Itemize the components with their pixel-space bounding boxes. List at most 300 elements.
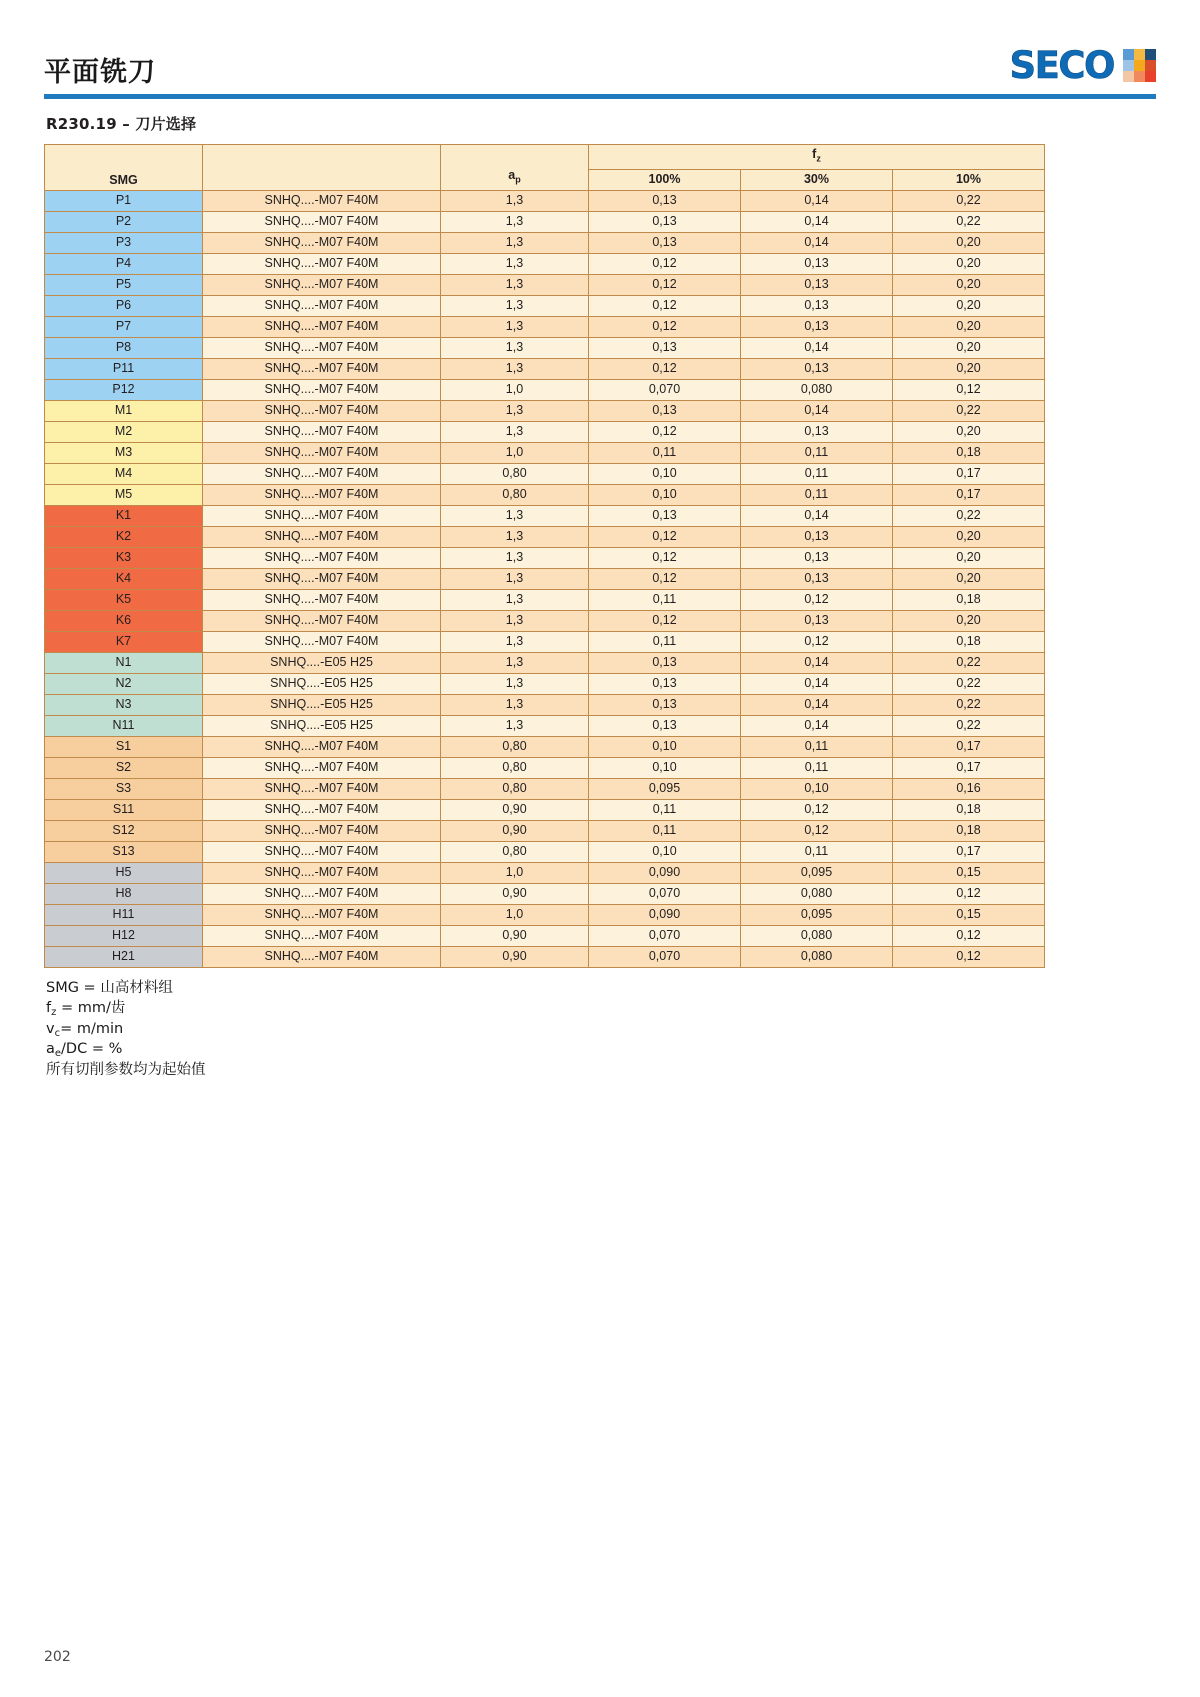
cell-insert: SNHQ....-E05 H25 bbox=[203, 673, 441, 694]
brand-swatch-4 bbox=[1123, 60, 1134, 71]
cell-fz-30: 0,14 bbox=[741, 190, 893, 211]
cell-fz-30: 0,14 bbox=[741, 337, 893, 358]
cell-insert: SNHQ....-M07 F40M bbox=[203, 211, 441, 232]
cell-smg: N3 bbox=[45, 694, 203, 715]
column-header-fz bbox=[589, 145, 1045, 170]
brand-swatch-9 bbox=[1145, 71, 1156, 82]
cell-fz-100: 0,12 bbox=[589, 610, 741, 631]
table-row bbox=[45, 736, 1045, 757]
cell-ap: 1,3 bbox=[441, 337, 589, 358]
cell-smg: K5 bbox=[45, 589, 203, 610]
table-row bbox=[45, 274, 1045, 295]
cell-insert: SNHQ....-M07 F40M bbox=[203, 379, 441, 400]
cell-insert: SNHQ....-M07 F40M bbox=[203, 442, 441, 463]
cell-fz-10: 0,12 bbox=[893, 946, 1045, 967]
cell-fz-10: 0,22 bbox=[893, 694, 1045, 715]
brand-swatch-6 bbox=[1145, 60, 1156, 71]
cell-ap: 1,3 bbox=[441, 715, 589, 736]
cell-fz-10: 0,22 bbox=[893, 400, 1045, 421]
cell-insert: SNHQ....-M07 F40M bbox=[203, 568, 441, 589]
cell-fz-10: 0,17 bbox=[893, 841, 1045, 862]
table-row bbox=[45, 379, 1045, 400]
cell-smg: P5 bbox=[45, 274, 203, 295]
note-last: 所有切削参数均为起始值 bbox=[46, 1061, 206, 1078]
cell-ap: 1,3 bbox=[441, 568, 589, 589]
cell-smg: M4 bbox=[45, 463, 203, 484]
table-row bbox=[45, 904, 1045, 925]
table-row bbox=[45, 883, 1045, 904]
cell-fz-10: 0,20 bbox=[893, 358, 1045, 379]
column-header-pct-100: 100% bbox=[589, 169, 741, 190]
cell-fz-100: 0,12 bbox=[589, 568, 741, 589]
cell-smg: P3 bbox=[45, 232, 203, 253]
table-row bbox=[45, 652, 1045, 673]
cell-fz-10: 0,12 bbox=[893, 925, 1045, 946]
cell-fz-100: 0,090 bbox=[589, 904, 741, 925]
cell-smg: K2 bbox=[45, 526, 203, 547]
table-row bbox=[45, 925, 1045, 946]
cell-fz-10: 0,22 bbox=[893, 652, 1045, 673]
table-body bbox=[45, 190, 1045, 967]
table-row bbox=[45, 715, 1045, 736]
table-row bbox=[45, 358, 1045, 379]
cell-fz-30: 0,13 bbox=[741, 547, 893, 568]
cell-insert: SNHQ....-M07 F40M bbox=[203, 400, 441, 421]
cell-fz-30: 0,14 bbox=[741, 505, 893, 526]
note-ae-sub: e bbox=[54, 1048, 62, 1060]
column-header-insert bbox=[203, 145, 441, 191]
cell-smg: P6 bbox=[45, 295, 203, 316]
table-row bbox=[45, 946, 1045, 967]
brand-swatch-2 bbox=[1134, 49, 1145, 60]
cell-smg: M2 bbox=[45, 421, 203, 442]
table-row bbox=[45, 190, 1045, 211]
cell-fz-30: 0,11 bbox=[741, 757, 893, 778]
cell-fz-30: 0,12 bbox=[741, 631, 893, 652]
cell-smg: P12 bbox=[45, 379, 203, 400]
cell-ap: 1,0 bbox=[441, 862, 589, 883]
cell-fz-10: 0,20 bbox=[893, 316, 1045, 337]
note-smg: SMG = 山高材料组 bbox=[46, 979, 173, 996]
cell-fz-100: 0,11 bbox=[589, 820, 741, 841]
cell-fz-10: 0,12 bbox=[893, 883, 1045, 904]
table-row bbox=[45, 841, 1045, 862]
brand-wordmark: SECO bbox=[1009, 44, 1114, 87]
cell-fz-100: 0,10 bbox=[589, 484, 741, 505]
brand-color-grid-icon bbox=[1123, 49, 1156, 82]
cell-fz-100: 0,12 bbox=[589, 526, 741, 547]
cell-fz-100: 0,13 bbox=[589, 652, 741, 673]
cell-ap: 0,90 bbox=[441, 820, 589, 841]
cell-smg: P11 bbox=[45, 358, 203, 379]
note-ae-rest: /DC = % bbox=[61, 1041, 123, 1058]
cell-smg: K1 bbox=[45, 505, 203, 526]
cell-ap: 0,80 bbox=[441, 484, 589, 505]
brand-swatch-7 bbox=[1123, 71, 1134, 82]
table-row bbox=[45, 673, 1045, 694]
cell-smg: P7 bbox=[45, 316, 203, 337]
cell-fz-30: 0,11 bbox=[741, 442, 893, 463]
cell-ap: 1,3 bbox=[441, 694, 589, 715]
cell-smg: P4 bbox=[45, 253, 203, 274]
cell-fz-10: 0,18 bbox=[893, 799, 1045, 820]
note-vc-sub: c bbox=[54, 1027, 61, 1039]
cell-smg: N2 bbox=[45, 673, 203, 694]
cell-fz-100: 0,13 bbox=[589, 190, 741, 211]
cell-fz-30: 0,080 bbox=[741, 379, 893, 400]
cell-fz-10: 0,17 bbox=[893, 463, 1045, 484]
cell-fz-100: 0,11 bbox=[589, 442, 741, 463]
cell-fz-100: 0,10 bbox=[589, 841, 741, 862]
cell-fz-30: 0,13 bbox=[741, 421, 893, 442]
cell-fz-10: 0,18 bbox=[893, 589, 1045, 610]
cell-ap: 1,3 bbox=[441, 589, 589, 610]
cell-fz-30: 0,13 bbox=[741, 295, 893, 316]
cell-smg: S11 bbox=[45, 799, 203, 820]
cell-fz-100: 0,10 bbox=[589, 463, 741, 484]
cell-fz-100: 0,11 bbox=[589, 631, 741, 652]
cell-insert: SNHQ....-M07 F40M bbox=[203, 484, 441, 505]
cell-fz-30: 0,14 bbox=[741, 652, 893, 673]
table-row bbox=[45, 610, 1045, 631]
cell-fz-100: 0,12 bbox=[589, 358, 741, 379]
fz-sub-label: z bbox=[816, 153, 821, 164]
cell-fz-30: 0,14 bbox=[741, 400, 893, 421]
cell-ap: 1,3 bbox=[441, 421, 589, 442]
cell-insert: SNHQ....-M07 F40M bbox=[203, 253, 441, 274]
insert-selection-table bbox=[44, 144, 1045, 968]
note-ae-main: a bbox=[46, 1041, 55, 1058]
table-row bbox=[45, 232, 1045, 253]
cell-smg: P1 bbox=[45, 190, 203, 211]
cell-smg: P8 bbox=[45, 337, 203, 358]
cell-ap: 1,3 bbox=[441, 253, 589, 274]
cell-insert: SNHQ....-E05 H25 bbox=[203, 652, 441, 673]
cell-fz-30: 0,080 bbox=[741, 946, 893, 967]
cell-ap: 1,3 bbox=[441, 295, 589, 316]
table-row bbox=[45, 463, 1045, 484]
table-header-row-1 bbox=[45, 145, 1045, 170]
cell-fz-30: 0,12 bbox=[741, 820, 893, 841]
cell-fz-10: 0,18 bbox=[893, 442, 1045, 463]
cell-fz-30: 0,14 bbox=[741, 232, 893, 253]
brand-swatch-8 bbox=[1134, 71, 1145, 82]
note-vc-rest: = m/min bbox=[60, 1020, 124, 1037]
cell-ap: 1,3 bbox=[441, 211, 589, 232]
cell-fz-30: 0,13 bbox=[741, 526, 893, 547]
table-row bbox=[45, 421, 1045, 442]
note-ae bbox=[46, 1039, 1156, 1060]
cell-insert: SNHQ....-M07 F40M bbox=[203, 799, 441, 820]
cell-ap: 0,80 bbox=[441, 736, 589, 757]
table-row bbox=[45, 862, 1045, 883]
column-header-smg: SMG bbox=[45, 145, 203, 191]
cell-fz-100: 0,11 bbox=[589, 799, 741, 820]
table-row bbox=[45, 253, 1045, 274]
cell-ap: 1,3 bbox=[441, 400, 589, 421]
table-row bbox=[45, 400, 1045, 421]
cell-fz-10: 0,17 bbox=[893, 484, 1045, 505]
table-header bbox=[45, 145, 1045, 191]
note-vc bbox=[46, 1019, 1156, 1040]
table-row bbox=[45, 820, 1045, 841]
note-fz-rest: = mm/齿 bbox=[56, 1000, 126, 1017]
cell-ap: 1,3 bbox=[441, 358, 589, 379]
cell-fz-10: 0,20 bbox=[893, 274, 1045, 295]
cell-fz-30: 0,13 bbox=[741, 316, 893, 337]
cell-ap: 1,0 bbox=[441, 379, 589, 400]
cell-ap: 0,90 bbox=[441, 925, 589, 946]
cell-fz-30: 0,095 bbox=[741, 904, 893, 925]
table-row bbox=[45, 505, 1045, 526]
cell-insert: SNHQ....-E05 H25 bbox=[203, 694, 441, 715]
cell-fz-10: 0,20 bbox=[893, 547, 1045, 568]
cell-smg: H8 bbox=[45, 883, 203, 904]
cell-insert: SNHQ....-M07 F40M bbox=[203, 631, 441, 652]
cell-ap: 1,3 bbox=[441, 232, 589, 253]
cell-ap: 1,3 bbox=[441, 274, 589, 295]
cell-fz-30: 0,095 bbox=[741, 862, 893, 883]
cell-fz-30: 0,14 bbox=[741, 694, 893, 715]
cell-insert: SNHQ....-M07 F40M bbox=[203, 295, 441, 316]
cell-insert: SNHQ....-M07 F40M bbox=[203, 757, 441, 778]
cell-smg: M1 bbox=[45, 400, 203, 421]
cell-fz-100: 0,12 bbox=[589, 274, 741, 295]
cell-insert: SNHQ....-M07 F40M bbox=[203, 778, 441, 799]
table-row bbox=[45, 337, 1045, 358]
cell-insert: SNHQ....-M07 F40M bbox=[203, 190, 441, 211]
cell-ap: 1,0 bbox=[441, 442, 589, 463]
cell-ap: 1,3 bbox=[441, 505, 589, 526]
cell-insert: SNHQ....-M07 F40M bbox=[203, 589, 441, 610]
table-row bbox=[45, 757, 1045, 778]
cell-fz-30: 0,11 bbox=[741, 736, 893, 757]
cell-fz-10: 0,20 bbox=[893, 526, 1045, 547]
cell-insert: SNHQ....-M07 F40M bbox=[203, 841, 441, 862]
cell-fz-100: 0,070 bbox=[589, 379, 741, 400]
cell-ap: 1,3 bbox=[441, 526, 589, 547]
cell-ap: 0,80 bbox=[441, 757, 589, 778]
cell-fz-100: 0,13 bbox=[589, 337, 741, 358]
cell-insert: SNHQ....-M07 F40M bbox=[203, 358, 441, 379]
cell-fz-10: 0,20 bbox=[893, 337, 1045, 358]
cell-fz-10: 0,20 bbox=[893, 253, 1045, 274]
cell-ap: 0,90 bbox=[441, 946, 589, 967]
cell-insert: SNHQ....-M07 F40M bbox=[203, 925, 441, 946]
cell-fz-10: 0,17 bbox=[893, 736, 1045, 757]
cell-smg: P2 bbox=[45, 211, 203, 232]
cell-fz-10: 0,15 bbox=[893, 904, 1045, 925]
brand-swatch-1 bbox=[1123, 49, 1134, 60]
cell-fz-10: 0,22 bbox=[893, 505, 1045, 526]
cell-smg: S12 bbox=[45, 820, 203, 841]
footnotes bbox=[46, 978, 1156, 1081]
cell-ap: 1,3 bbox=[441, 547, 589, 568]
table-row bbox=[45, 778, 1045, 799]
cell-ap: 1,3 bbox=[441, 652, 589, 673]
cell-fz-10: 0,12 bbox=[893, 379, 1045, 400]
cell-smg: S1 bbox=[45, 736, 203, 757]
cell-fz-10: 0,20 bbox=[893, 421, 1045, 442]
cell-smg: S2 bbox=[45, 757, 203, 778]
cell-insert: SNHQ....-M07 F40M bbox=[203, 526, 441, 547]
cell-fz-30: 0,080 bbox=[741, 883, 893, 904]
cell-ap: 0,80 bbox=[441, 841, 589, 862]
table-row bbox=[45, 211, 1045, 232]
seco-logo bbox=[1009, 44, 1156, 88]
cell-insert: SNHQ....-M07 F40M bbox=[203, 463, 441, 484]
cell-fz-100: 0,12 bbox=[589, 421, 741, 442]
cell-smg: H21 bbox=[45, 946, 203, 967]
cell-fz-10: 0,20 bbox=[893, 568, 1045, 589]
cell-fz-30: 0,12 bbox=[741, 589, 893, 610]
header-rule bbox=[44, 94, 1156, 99]
cell-fz-10: 0,20 bbox=[893, 232, 1045, 253]
cell-fz-30: 0,14 bbox=[741, 673, 893, 694]
cell-smg: K7 bbox=[45, 631, 203, 652]
page-header bbox=[44, 0, 1156, 88]
column-header-pct-10: 10% bbox=[893, 169, 1045, 190]
cell-fz-30: 0,14 bbox=[741, 211, 893, 232]
note-fz-sub: z bbox=[51, 1007, 57, 1019]
cell-fz-100: 0,10 bbox=[589, 736, 741, 757]
cell-fz-100: 0,090 bbox=[589, 862, 741, 883]
cell-insert: SNHQ....-M07 F40M bbox=[203, 610, 441, 631]
table-row bbox=[45, 316, 1045, 337]
cell-fz-10: 0,16 bbox=[893, 778, 1045, 799]
cell-ap: 0,90 bbox=[441, 799, 589, 820]
brand-swatch-3 bbox=[1145, 49, 1156, 60]
cell-insert: SNHQ....-M07 F40M bbox=[203, 736, 441, 757]
table-row bbox=[45, 568, 1045, 589]
cell-fz-100: 0,13 bbox=[589, 505, 741, 526]
ap-main-label: a bbox=[508, 168, 516, 182]
cell-smg: N1 bbox=[45, 652, 203, 673]
cell-fz-30: 0,14 bbox=[741, 715, 893, 736]
cell-fz-10: 0,20 bbox=[893, 610, 1045, 631]
column-header-ap bbox=[441, 145, 589, 191]
cell-smg: H5 bbox=[45, 862, 203, 883]
cell-fz-10: 0,22 bbox=[893, 715, 1045, 736]
cell-ap: 0,80 bbox=[441, 778, 589, 799]
cell-fz-10: 0,18 bbox=[893, 631, 1045, 652]
note-fz bbox=[46, 998, 1156, 1019]
cell-fz-100: 0,12 bbox=[589, 547, 741, 568]
page-number: 202 bbox=[44, 1649, 71, 1665]
cell-smg: S3 bbox=[45, 778, 203, 799]
page-title: 平面铣刀 bbox=[44, 57, 156, 88]
cell-fz-100: 0,13 bbox=[589, 673, 741, 694]
cell-insert: SNHQ....-M07 F40M bbox=[203, 820, 441, 841]
cell-smg: H11 bbox=[45, 904, 203, 925]
note-vc-main: v bbox=[46, 1020, 55, 1037]
fz-main-label: f bbox=[812, 147, 817, 161]
note-fz-main: f bbox=[46, 1000, 52, 1017]
table-row bbox=[45, 295, 1045, 316]
cell-insert: SNHQ....-M07 F40M bbox=[203, 862, 441, 883]
cell-fz-10: 0,15 bbox=[893, 862, 1045, 883]
cell-insert: SNHQ....-M07 F40M bbox=[203, 904, 441, 925]
cell-ap: 1,3 bbox=[441, 316, 589, 337]
cell-fz-100: 0,12 bbox=[589, 316, 741, 337]
cell-fz-100: 0,10 bbox=[589, 757, 741, 778]
table-row bbox=[45, 547, 1045, 568]
cell-fz-10: 0,22 bbox=[893, 190, 1045, 211]
cell-fz-100: 0,12 bbox=[589, 295, 741, 316]
cell-fz-30: 0,12 bbox=[741, 799, 893, 820]
cell-fz-100: 0,12 bbox=[589, 253, 741, 274]
cell-fz-10: 0,17 bbox=[893, 757, 1045, 778]
cell-fz-100: 0,13 bbox=[589, 232, 741, 253]
cell-smg: H12 bbox=[45, 925, 203, 946]
cell-ap: 1,3 bbox=[441, 190, 589, 211]
cell-fz-30: 0,11 bbox=[741, 841, 893, 862]
cell-fz-30: 0,13 bbox=[741, 568, 893, 589]
cell-fz-10: 0,18 bbox=[893, 820, 1045, 841]
cell-insert: SNHQ....-E05 H25 bbox=[203, 715, 441, 736]
cell-fz-100: 0,11 bbox=[589, 589, 741, 610]
table-row bbox=[45, 631, 1045, 652]
cell-insert: SNHQ....-M07 F40M bbox=[203, 505, 441, 526]
cell-ap: 0,90 bbox=[441, 883, 589, 904]
cell-fz-10: 0,22 bbox=[893, 211, 1045, 232]
cell-insert: SNHQ....-M07 F40M bbox=[203, 946, 441, 967]
table-row bbox=[45, 694, 1045, 715]
cell-fz-30: 0,080 bbox=[741, 925, 893, 946]
cell-smg: K3 bbox=[45, 547, 203, 568]
brand-swatch-5 bbox=[1134, 60, 1145, 71]
cell-smg: S13 bbox=[45, 841, 203, 862]
cell-insert: SNHQ....-M07 F40M bbox=[203, 274, 441, 295]
cell-fz-100: 0,095 bbox=[589, 778, 741, 799]
cell-fz-100: 0,070 bbox=[589, 925, 741, 946]
cell-ap: 0,80 bbox=[441, 463, 589, 484]
cell-fz-100: 0,070 bbox=[589, 883, 741, 904]
cell-insert: SNHQ....-M07 F40M bbox=[203, 337, 441, 358]
cell-fz-100: 0,13 bbox=[589, 400, 741, 421]
cell-fz-30: 0,13 bbox=[741, 274, 893, 295]
section-title: R230.19 – 刀片选择 bbox=[46, 115, 197, 133]
cell-ap: 1,3 bbox=[441, 673, 589, 694]
table-row bbox=[45, 526, 1045, 547]
column-header-pct-30: 30% bbox=[741, 169, 893, 190]
cell-insert: SNHQ....-M07 F40M bbox=[203, 421, 441, 442]
cell-ap: 1,3 bbox=[441, 610, 589, 631]
cell-ap: 1,0 bbox=[441, 904, 589, 925]
cell-fz-30: 0,11 bbox=[741, 463, 893, 484]
table-row bbox=[45, 799, 1045, 820]
cell-smg: M3 bbox=[45, 442, 203, 463]
cell-ap: 1,3 bbox=[441, 631, 589, 652]
cell-fz-100: 0,13 bbox=[589, 694, 741, 715]
cell-fz-30: 0,10 bbox=[741, 778, 893, 799]
cell-smg: M5 bbox=[45, 484, 203, 505]
cell-insert: SNHQ....-M07 F40M bbox=[203, 547, 441, 568]
cell-fz-100: 0,070 bbox=[589, 946, 741, 967]
cell-fz-10: 0,22 bbox=[893, 673, 1045, 694]
cell-insert: SNHQ....-M07 F40M bbox=[203, 316, 441, 337]
cell-fz-100: 0,13 bbox=[589, 211, 741, 232]
table-row bbox=[45, 484, 1045, 505]
cell-smg: K6 bbox=[45, 610, 203, 631]
cell-fz-30: 0,13 bbox=[741, 253, 893, 274]
cell-fz-30: 0,13 bbox=[741, 610, 893, 631]
cell-smg: K4 bbox=[45, 568, 203, 589]
ap-sub-label: p bbox=[515, 174, 521, 185]
table-row bbox=[45, 442, 1045, 463]
cell-fz-10: 0,20 bbox=[893, 295, 1045, 316]
cell-fz-30: 0,11 bbox=[741, 484, 893, 505]
